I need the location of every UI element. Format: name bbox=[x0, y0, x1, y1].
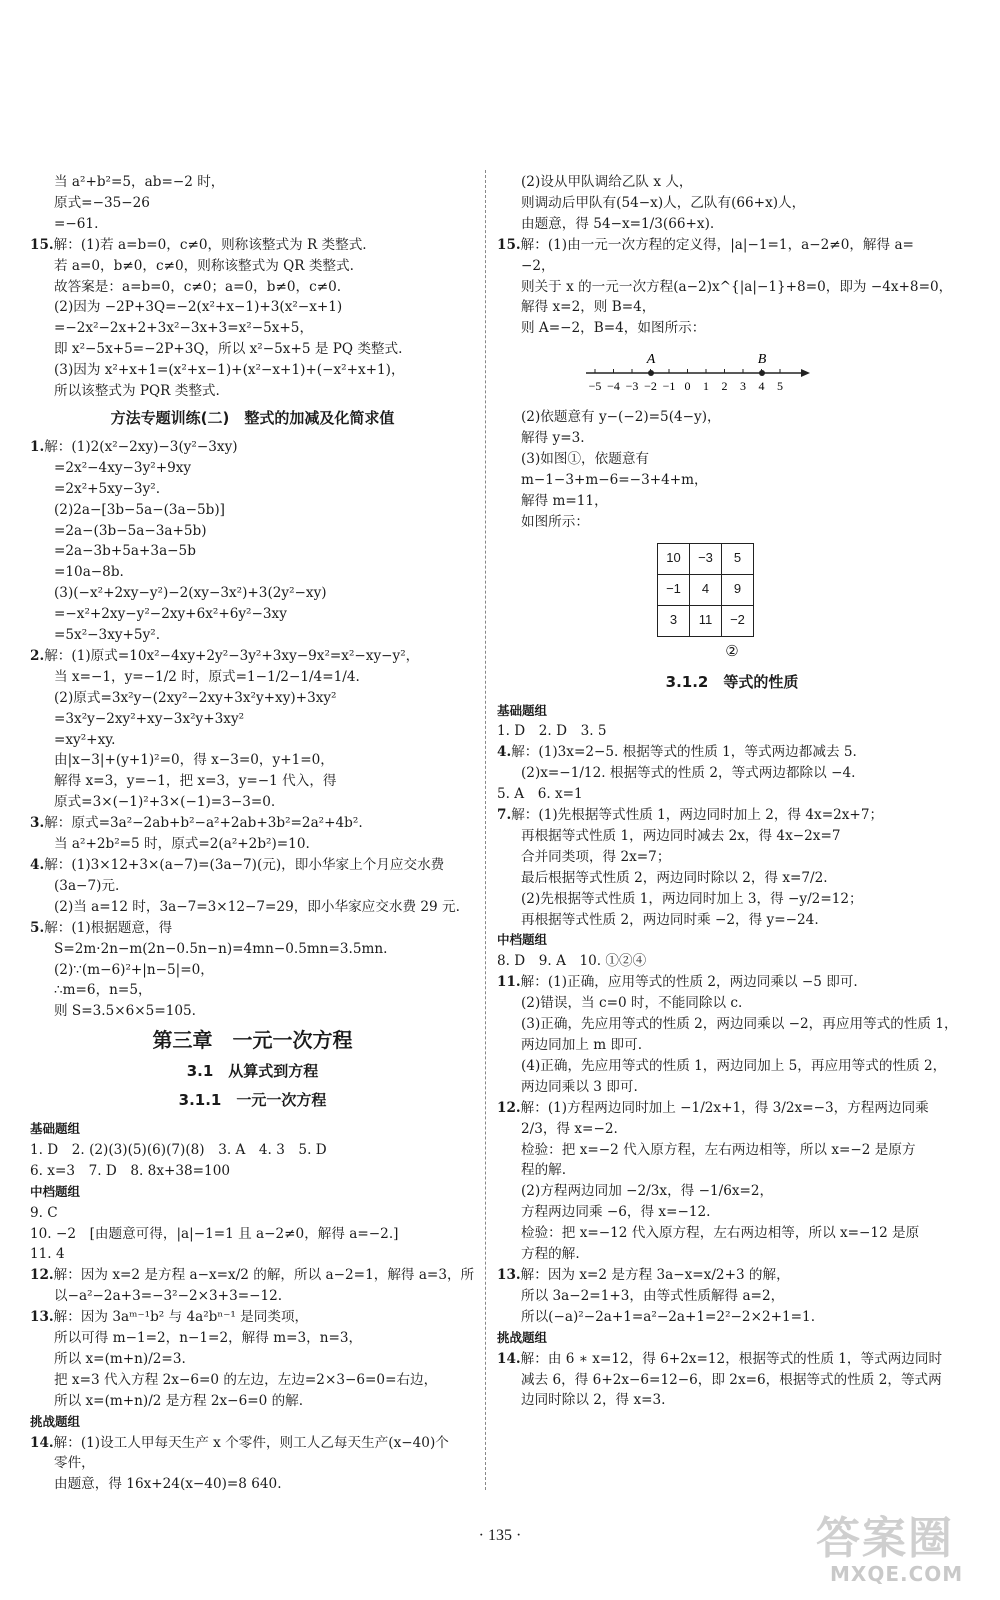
watermark-logo bbox=[800, 1500, 990, 1595]
text-line: 解：因为 x=2 是方程 3a−x=x/2+3 的解， bbox=[520, 1266, 790, 1283]
section-title: 3.1 从算式到方程 bbox=[186, 1062, 319, 1081]
text-line: 检验：把 x=−12 代入原方程，左右两边相等，所以 x=−12 是原 bbox=[521, 1225, 920, 1242]
text-line: −2， bbox=[521, 257, 555, 274]
text-line: 由题意，得 54−x=1/3(66+x). bbox=[521, 215, 715, 232]
question-number: 12. bbox=[30, 1267, 54, 1284]
question-number: 15. bbox=[497, 236, 521, 253]
text-line: (2)错误，当 c=0 时，不能同除以 c. bbox=[521, 995, 743, 1012]
text-line: 所以 x=(m+n)/2=3. bbox=[54, 1350, 186, 1367]
text-line: S=2m·2n−m(2n−0.5n−n)=4mn−0.5mn=3.5mn. bbox=[54, 940, 388, 957]
text-line: 两边同乘以 3 即可. bbox=[521, 1078, 638, 1095]
text-line: 方程的解. bbox=[521, 1246, 580, 1263]
text-line: (2)∵(m−6)²+|n−5|=0， bbox=[54, 961, 214, 978]
answer-line: 11. 4 bbox=[30, 1246, 65, 1263]
text-line: 解得 x=2，则 B=4， bbox=[521, 299, 656, 316]
question-7 bbox=[497, 805, 967, 826]
text-line: 解：由 6 ∗ x=12，得 6+2x=12，根据等式的性质 1，等式两边同时 bbox=[520, 1350, 943, 1367]
tick-label: 2 bbox=[721, 379, 728, 394]
text-line: 所以 x=(m+n)/2 是方程 2x−6=0 的解. bbox=[54, 1392, 304, 1409]
text-line: (4)正确，先应用等式的性质 1，两边同加上 5，再应用等式的性质 2， bbox=[521, 1057, 947, 1074]
group-heading: 基础题组 bbox=[30, 1120, 81, 1136]
text-line: 解：(1)设工人甲每天生产 x 个零件，则工人乙每天生产(x−40)个 bbox=[53, 1434, 449, 1451]
text-line: 解：(1)先根据等式性质 1，两边同时加上 2，得 4x=2x+7； bbox=[511, 807, 884, 824]
question-number: 2. bbox=[30, 647, 45, 664]
text-line: =3x²y−2xy²+xy−3x²y+3xy² bbox=[54, 710, 245, 727]
question-11 bbox=[497, 972, 967, 993]
text-line: (3)因为 x²+x+1=(x²+x−1)+(x²−x+1)+(−x²+x+1)， bbox=[54, 362, 405, 379]
group-heading: 挑战题组 bbox=[30, 1413, 81, 1429]
text-line: 若 a=0，b≠0，c≠0，则称该整式为 QR 类整式. bbox=[54, 257, 354, 274]
text-line: 检验：把 x=−2 代入原方程，左右两边相等，所以 x=−2 是原方 bbox=[521, 1141, 916, 1158]
question-12 bbox=[497, 1098, 967, 1119]
question-number: 15. bbox=[30, 236, 54, 253]
answer-line: 8. D 9. A 10. ①②④ bbox=[497, 953, 647, 970]
group-heading: 挑战题组 bbox=[497, 1329, 548, 1345]
question-number: 5. bbox=[30, 919, 45, 936]
answer-line: 5. A 6. x=1 bbox=[497, 786, 583, 803]
text-line: 所以 3a−2=1+3，由等式性质解得 a=2， bbox=[521, 1287, 785, 1304]
text-line: 解：(1)根据题意，得 bbox=[44, 919, 173, 936]
left-column bbox=[30, 172, 475, 1495]
tick-label: 0 bbox=[684, 379, 691, 394]
text-line: 则调动后甲队有(54−x)人，乙队有(66+x)人， bbox=[521, 194, 806, 211]
text-line: 当 x=−1，y=−1/2 时，原式=1−1/2−1/4=1/4. bbox=[54, 668, 360, 685]
magic-square bbox=[657, 543, 754, 637]
text-line: 解得 y=3. bbox=[521, 430, 585, 447]
text-line: 零件， bbox=[54, 1455, 95, 1472]
text-line: =xy²+xy. bbox=[54, 731, 116, 748]
answer-line: 6. x=3 7. D 8. 8x+38=100 bbox=[30, 1162, 231, 1179]
text-line: 解：(1)正确，应用等式的性质 2，两边同乘以 −5 即可. bbox=[520, 974, 858, 991]
text-line: 解：因为 3aᵐ⁻¹b² 与 4a²bⁿ⁻¹ 是同类项， bbox=[53, 1309, 309, 1326]
text-line: 解：原式=3a²−2ab+b²−a²+2ab+3b²=2a²+4b². bbox=[44, 815, 363, 832]
tick-label: −3 bbox=[625, 379, 639, 394]
question-number: 7. bbox=[497, 807, 512, 824]
tick-label: −4 bbox=[607, 379, 620, 394]
text-line: 解：(1)方程两边同时加上 −1/2x+1，得 3/2x=−3，方程两边同乘 bbox=[520, 1099, 929, 1116]
text-line: 方程两边同乘 −6，得 x=−12. bbox=[521, 1204, 711, 1221]
tick-label: 1 bbox=[703, 379, 709, 394]
grid-cell: −2 bbox=[722, 605, 754, 636]
point-b bbox=[759, 370, 765, 376]
number-line bbox=[582, 343, 967, 403]
section-title: 方法专题训练(二) 整式的加减及化简求值 bbox=[110, 408, 395, 427]
text-line: 两边同加上 m 即可. bbox=[521, 1037, 643, 1053]
question-4 bbox=[30, 855, 475, 876]
text-line: 解：(1)若 a=b=0，c≠0，则称该整式为 R 类整式. bbox=[53, 236, 367, 253]
tick-label: −5 bbox=[588, 379, 602, 394]
tick-label: −2 bbox=[644, 379, 657, 394]
question-number: 14. bbox=[497, 1350, 521, 1367]
text-line: (2)先根据等式性质 1，两边同时加上 3，得 −y/2=12； bbox=[521, 890, 863, 907]
text-line: 即 x²−5x+5=−2P+3Q，所以 x²−5x+5 是 PQ 类整式. bbox=[54, 341, 403, 358]
right-column bbox=[497, 172, 967, 1411]
question-4 bbox=[497, 742, 967, 763]
text-line: (3)正确，先应用等式的性质 2，两边同乘以 −2，再应用等式的性质 1， bbox=[521, 1016, 958, 1033]
text-line: 则 A=−2，B=4，如图所示： bbox=[521, 320, 706, 337]
text-line: 原式=−35−26 bbox=[54, 194, 150, 211]
text-line: 再根据等式性质 1，两边同时减去 2x，得 4x−2x=7 bbox=[521, 827, 841, 844]
question-number: 3. bbox=[30, 815, 45, 832]
text-line: 程的解. bbox=[521, 1162, 567, 1179]
arrow-icon bbox=[801, 369, 810, 377]
text-line: (2)当 a=12 时，3a−7=3×12−7=29，即小华家应交水费 29 元. bbox=[54, 898, 460, 915]
text-line: (2)因为 −2P+3Q=−2(x²+x−1)+3(x²−x+1) bbox=[54, 299, 343, 316]
question-15 bbox=[30, 235, 475, 256]
subsection-title: 3.1.1 一元一次方程 bbox=[178, 1091, 327, 1110]
text-line: =−61. bbox=[54, 215, 99, 232]
text-line: 2/3，得 x=−2. bbox=[521, 1120, 618, 1137]
grid-cell: 3 bbox=[658, 605, 690, 636]
text-line: 所以(−a)²−2a+1=a²−2a+1=2²−2×2+1=1. bbox=[521, 1308, 816, 1325]
subsection-title: 3.1.2 等式的性质 bbox=[665, 672, 799, 691]
text-line: 解：(1)原式=10x²−4xy+2y²−3y²+3xy−9x²=x²−xy−y²， bbox=[44, 647, 420, 664]
question-number: 4. bbox=[497, 744, 512, 761]
text-line: (2)设从甲队调给乙队 x 人， bbox=[521, 174, 693, 190]
text-line: (3)(−x²+2xy−y²)−2(xy−3x²)+3(2y²−xy) bbox=[54, 585, 327, 602]
question-2 bbox=[30, 646, 475, 667]
text-line: 把 x=3 代入方程 2x−6=0 的左边，左边=2×3−6=0=右边， bbox=[54, 1371, 438, 1388]
question-1 bbox=[30, 437, 475, 458]
text-line: (2)方程两边同加 −2/3x，得 −1/6x=2， bbox=[521, 1183, 774, 1200]
text-line: 当 a²+b²=5，ab=−2 时， bbox=[54, 174, 225, 190]
text-line: 所以可得 m−1=2，n−1=2，解得 m=3，n=3， bbox=[54, 1330, 363, 1347]
text-line: 解得 x=3，y=−1，把 x=3，y=−1 代入，得 bbox=[54, 773, 337, 790]
grid-cell: 10 bbox=[658, 543, 690, 574]
grid-row bbox=[658, 605, 754, 636]
question-number: 14. bbox=[30, 1434, 54, 1451]
text-line: =10a−8b. bbox=[54, 564, 124, 581]
question-3 bbox=[30, 813, 475, 834]
group-heading: 中档题组 bbox=[30, 1183, 81, 1199]
grid-row bbox=[658, 543, 754, 574]
tick-label: −1 bbox=[662, 379, 676, 394]
point-a bbox=[648, 370, 654, 376]
text-line: 所以该整式为 PQR 类整式. bbox=[54, 383, 220, 400]
text-line: =−x²+2xy−y²−2xy+6x²+6y²−3xy bbox=[54, 606, 287, 623]
chapter-title: 第三章 一元一次方程 bbox=[152, 1028, 353, 1053]
question-12 bbox=[30, 1265, 475, 1286]
tick-label: 4 bbox=[758, 379, 765, 394]
question-13 bbox=[497, 1265, 967, 1286]
text-line: 解：因为 x=2 是方程 a−x=x/2 的解，所以 a−2=1，解得 a=3，所 bbox=[53, 1267, 475, 1284]
text-line: 如图所示： bbox=[521, 513, 589, 530]
text-line: =2x²−4xy−3y²+9xy bbox=[54, 459, 192, 476]
figure-caption: ② bbox=[725, 641, 739, 660]
text-line: 解：(1)3x=2−5. 根据等式的性质 1，等式两边都减去 5. bbox=[511, 744, 857, 761]
group-heading: 基础题组 bbox=[497, 702, 548, 718]
question-14 bbox=[30, 1433, 475, 1454]
column-divider bbox=[485, 170, 486, 1490]
answer-line: 9. C bbox=[30, 1204, 58, 1221]
text-line: 由题意，得 16x+24(x−40)=8 640. bbox=[54, 1476, 282, 1493]
number-line-svg bbox=[582, 343, 822, 403]
text-line: =5x²−3xy+5y². bbox=[54, 627, 161, 644]
text-line: 解得 m=11， bbox=[521, 492, 608, 509]
text-line: (3)如图①，依题意有 bbox=[521, 451, 650, 468]
question-15 bbox=[497, 235, 967, 256]
text-line: =2a−3b+5a+3a−5b bbox=[54, 543, 196, 560]
text-line: (2)原式=3x²y−(2xy²−2xy+3x²y+xy)+3xy² bbox=[54, 689, 337, 706]
text-line: m−1−3+m−6=−3+4+m， bbox=[521, 471, 708, 488]
watermark-url: MXQE.COM bbox=[830, 1562, 964, 1586]
watermark-text: 答案圈 bbox=[816, 1513, 954, 1564]
text-line: 再根据等式性质 2，两边同时乘 −2，得 y=−24. bbox=[521, 911, 819, 928]
question-13 bbox=[30, 1307, 475, 1328]
text-line: (2)2a−[3b−5a−(3a−5b)] bbox=[54, 501, 225, 518]
text-line: 故答案是：a=b=0，c≠0；a=0，b≠0，c≠0. bbox=[54, 278, 342, 295]
question-number: 1. bbox=[30, 438, 45, 455]
text-line: 边同时除以 2，得 x=3. bbox=[521, 1392, 666, 1409]
text-line: 则 S=3.5×6×5=105. bbox=[54, 1003, 196, 1020]
text-line: (2)依题意有 y−(−2)=5(4−y)， bbox=[521, 409, 721, 426]
question-number: 11. bbox=[497, 974, 521, 991]
text-line: 则关于 x 的一元一次方程(a−2)x^{|a|−1}+8=0，即为 −4x+8=0， bbox=[521, 278, 953, 295]
answer-line: 1. D 2. D 3. 5 bbox=[497, 723, 607, 740]
text-line: 以−a²−2a+3=−3²−2×3+3=−12. bbox=[54, 1288, 283, 1305]
text-line: 合并同类项，得 2x=7； bbox=[521, 848, 671, 865]
tick-label: 5 bbox=[777, 379, 783, 394]
grid-cell: 4 bbox=[690, 574, 722, 605]
point-a-label: A bbox=[646, 352, 656, 368]
grid-row bbox=[658, 574, 754, 605]
question-number: 4. bbox=[30, 857, 45, 873]
question-number: 12. bbox=[497, 1099, 521, 1116]
text-line: 最后根据等式性质 2，两边同时除以 2，得 x=7/2. bbox=[521, 869, 828, 886]
text-line: 解：(1)由一元一次方程的定义得，|a|−1=1，a−2≠0，解得 a= bbox=[520, 236, 914, 253]
text-line: =2a−(3b−5a−3a+5b) bbox=[54, 522, 207, 539]
question-14 bbox=[497, 1349, 967, 1370]
text-line: 当 a²+2b²=5 时，原式=2(a²+2b²)=10. bbox=[54, 836, 310, 853]
text-line: 解：(1)3×12+3×(a−7)=(3a−7)(元)，即小华家上个月应交水费 bbox=[44, 857, 445, 873]
text-line: 原式=3×(−1)²+3×(−1)=3−3=0. bbox=[54, 794, 276, 811]
grid-cell: 11 bbox=[690, 605, 722, 636]
page-number: · 135 · bbox=[478, 1527, 522, 1544]
text-line: (2)x=−1/12. 根据等式的性质 2，等式两边都除以 −4. bbox=[521, 765, 856, 782]
text-line: 减去 6，得 6+2x−6=12−6，即 2x=6，根据等式的性质 2，等式两 bbox=[521, 1371, 942, 1388]
answer-line: 1. D 2. (2)(3)(5)(6)(7)(8) 3. A 4. 3 5. D bbox=[30, 1141, 327, 1158]
question-number: 13. bbox=[30, 1309, 54, 1326]
question-5 bbox=[30, 918, 475, 939]
group-heading: 中档题组 bbox=[497, 932, 548, 948]
text-line: 解：(1)2(x²−2xy)−3(y²−3xy) bbox=[44, 438, 238, 455]
point-b-label: B bbox=[757, 352, 767, 368]
question-number: 13. bbox=[497, 1266, 521, 1283]
grid-cell: 9 bbox=[722, 574, 754, 605]
answer-line: 10. −2 [由题意可得，|a|−1=1 且 a−2≠0，解得 a=−2.] bbox=[30, 1225, 399, 1242]
text-line: ∴m=6，n=5， bbox=[54, 982, 152, 999]
text-line: =−2x²−2x+2+3x²−3x+3=x²−5x+5， bbox=[54, 320, 314, 337]
grid-cell: −3 bbox=[690, 543, 722, 574]
grid-cell: 5 bbox=[722, 543, 754, 574]
tick-label: 3 bbox=[740, 379, 746, 394]
grid-cell: −1 bbox=[658, 574, 690, 605]
text-line: 由|x−3|+(y+1)²=0，得 x−3=0，y+1=0， bbox=[54, 752, 334, 769]
text-line: =2x²+5xy−3y². bbox=[54, 480, 161, 497]
text-line: (3a−7)元. bbox=[54, 877, 120, 894]
